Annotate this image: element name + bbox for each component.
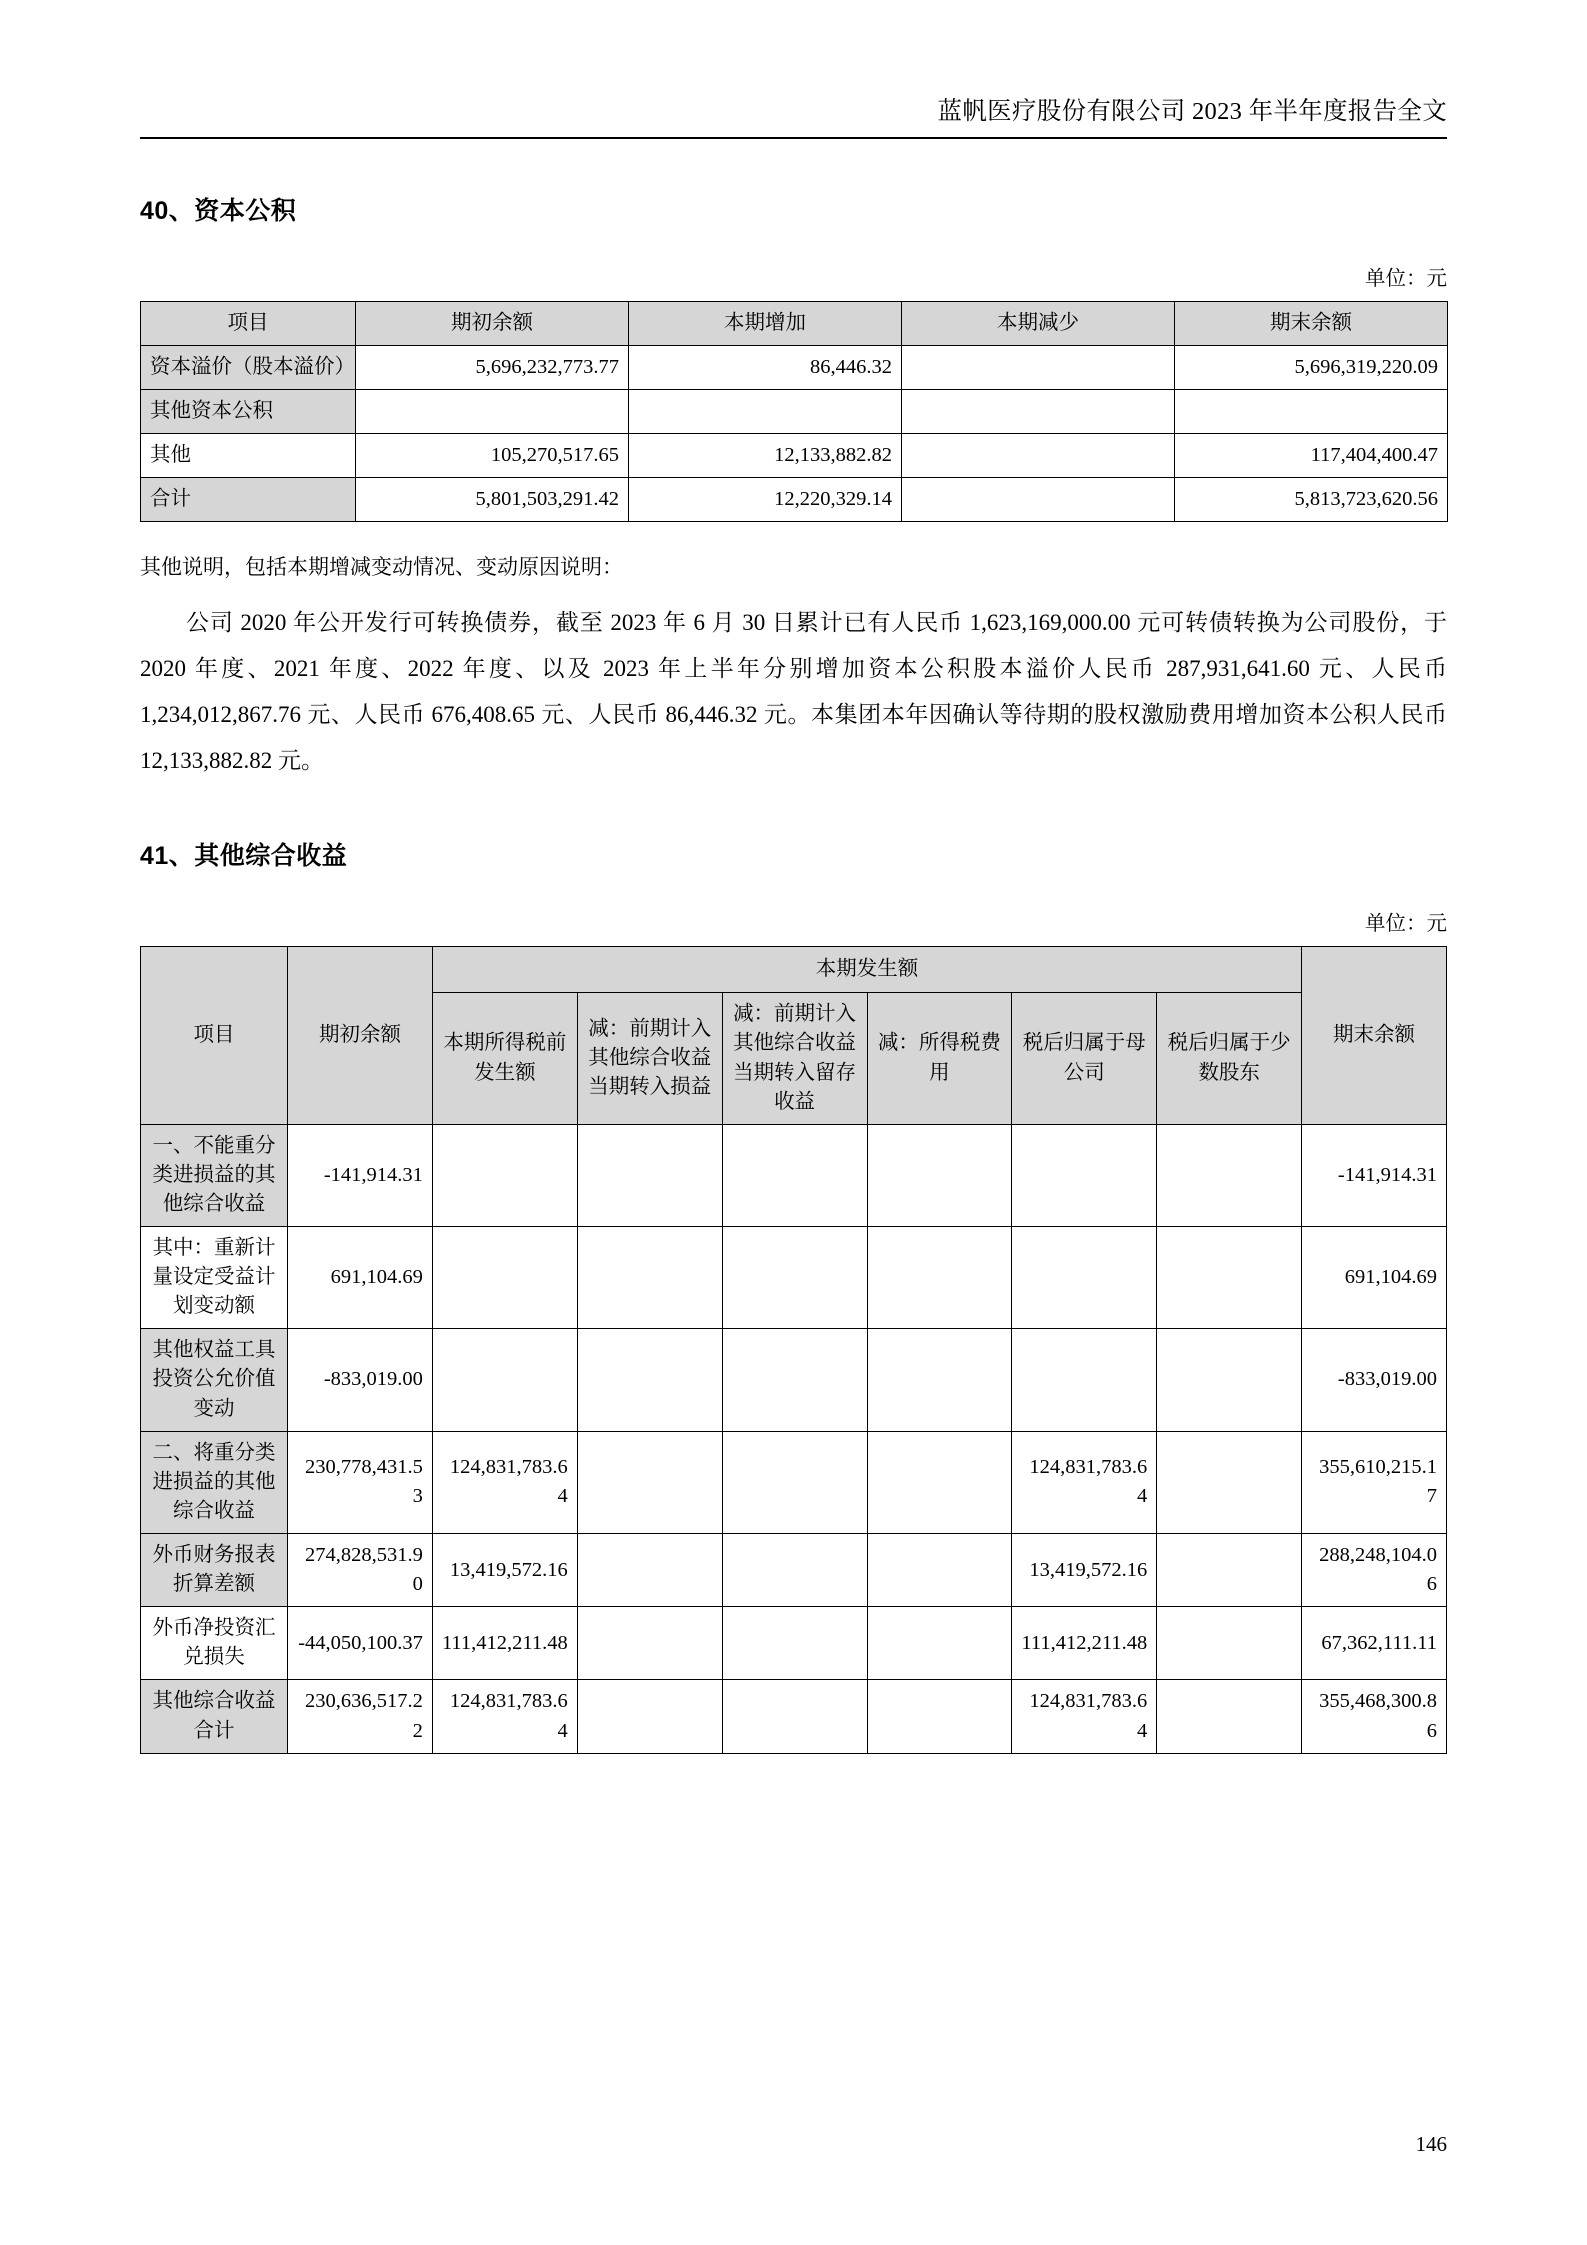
cell-income-tax-expense bbox=[867, 1680, 1012, 1753]
row-label: 其他 bbox=[141, 434, 356, 478]
row-label: 外币财务报表折算差额 bbox=[141, 1534, 288, 1607]
cell-begin-balance: -44,050,100.37 bbox=[288, 1607, 433, 1680]
cell-decrease bbox=[902, 390, 1175, 434]
cell-income-tax-expense bbox=[867, 1534, 1012, 1607]
row-label: 一、不能重分类进损益的其他综合收益 bbox=[141, 1124, 288, 1226]
table-row bbox=[141, 345, 1448, 389]
cell-begin-balance: 230,778,431.53 bbox=[288, 1431, 433, 1533]
cell-end-balance: -833,019.00 bbox=[1302, 1329, 1447, 1431]
cell-income-tax-expense bbox=[867, 1431, 1012, 1533]
cell-begin-balance: -833,019.00 bbox=[288, 1329, 433, 1431]
cell-attributable-to-minority bbox=[1157, 1680, 1302, 1753]
cell-end-balance: 691,104.69 bbox=[1302, 1227, 1447, 1329]
cell-end-balance: 288,248,104.06 bbox=[1302, 1534, 1447, 1607]
column-header-begin-balance: 期初余额 bbox=[356, 301, 629, 345]
cell-decrease bbox=[902, 478, 1175, 522]
row-label: 其他权益工具投资公允价值变动 bbox=[141, 1329, 288, 1431]
cell-end-balance bbox=[1175, 390, 1448, 434]
row-label: 外币净投资汇兑损失 bbox=[141, 1607, 288, 1680]
cell-transfer-to-profit-loss bbox=[577, 1227, 722, 1329]
column-header-attributable-to-minority: 税后归属于少数股东 bbox=[1157, 993, 1302, 1124]
cell-transfer-to-profit-loss bbox=[577, 1534, 722, 1607]
column-header-item: 项目 bbox=[141, 947, 288, 1124]
cell-pretax-amount bbox=[432, 1227, 577, 1329]
row-label: 合计 bbox=[141, 478, 356, 522]
cell-decrease bbox=[902, 345, 1175, 389]
cell-increase bbox=[629, 390, 902, 434]
cell-begin-balance: 230,636,517.22 bbox=[288, 1680, 433, 1753]
cell-begin-balance: 274,828,531.90 bbox=[288, 1534, 433, 1607]
column-header-end-balance: 期末余额 bbox=[1302, 947, 1447, 1124]
column-header-transfer-to-retained-earnings: 减：前期计入其他综合收益当期转入留存收益 bbox=[722, 993, 867, 1124]
cell-end-balance: 67,362,111.11 bbox=[1302, 1607, 1447, 1680]
column-header-decrease: 本期减少 bbox=[902, 301, 1175, 345]
cell-transfer-to-retained-earnings bbox=[722, 1227, 867, 1329]
cell-pretax-amount bbox=[432, 1124, 577, 1226]
cell-attributable-to-parent: 13,419,572.16 bbox=[1012, 1534, 1157, 1607]
column-header-income-tax-expense: 减：所得税费用 bbox=[867, 993, 1012, 1124]
page-content bbox=[0, 191, 1587, 1754]
cell-end-balance: 5,813,723,620.56 bbox=[1175, 478, 1448, 522]
column-header-pretax-amount: 本期所得税前发生额 bbox=[432, 993, 577, 1124]
cell-attributable-to-minority bbox=[1157, 1534, 1302, 1607]
cell-pretax-amount: 124,831,783.64 bbox=[432, 1680, 577, 1753]
column-group-header-current-period: 本期发生额 bbox=[432, 947, 1301, 993]
table-row bbox=[141, 1124, 1447, 1226]
section-40-unit: 单位：元 bbox=[1365, 267, 1447, 290]
cell-attributable-to-parent: 124,831,783.64 bbox=[1012, 1680, 1157, 1753]
cell-attributable-to-parent bbox=[1012, 1329, 1157, 1431]
cell-increase: 86,446.32 bbox=[629, 345, 902, 389]
table-row bbox=[141, 1534, 1447, 1607]
column-header-transfer-to-profit-loss: 减：前期计入其他综合收益当期转入损益 bbox=[577, 993, 722, 1124]
cell-transfer-to-profit-loss bbox=[577, 1431, 722, 1533]
cell-transfer-to-profit-loss bbox=[577, 1124, 722, 1226]
capital-reserve-table bbox=[140, 301, 1448, 523]
cell-pretax-amount: 13,419,572.16 bbox=[432, 1534, 577, 1607]
other-comprehensive-income-table bbox=[140, 946, 1447, 1753]
cell-income-tax-expense bbox=[867, 1607, 1012, 1680]
row-label: 二、将重分类进损益的其他综合收益 bbox=[141, 1431, 288, 1533]
table-row bbox=[141, 1607, 1447, 1680]
cell-begin-balance: -141,914.31 bbox=[288, 1124, 433, 1226]
section-40-title: 40、资本公积 bbox=[140, 196, 297, 225]
cell-end-balance: -141,914.31 bbox=[1302, 1124, 1447, 1226]
cell-end-balance: 355,468,300.86 bbox=[1302, 1680, 1447, 1753]
cell-end-balance: 117,404,400.47 bbox=[1175, 434, 1448, 478]
table-row bbox=[141, 1680, 1447, 1753]
cell-attributable-to-parent: 111,412,211.48 bbox=[1012, 1607, 1157, 1680]
table-row bbox=[141, 390, 1448, 434]
column-header-increase: 本期增加 bbox=[629, 301, 902, 345]
row-label: 其他综合收益合计 bbox=[141, 1680, 288, 1753]
cell-attributable-to-minority bbox=[1157, 1329, 1302, 1431]
section-40-note-paragraph: 公司 2020 年公开发行可转换债券，截至 2023 年 6 月 30 日累计已有人民币 1,623,169,000.00 元可转债转换为公司股份，于 2020 年度、2021 年度、2022 年度、以及 2023 年上半年分别增加资本公积股本溢价人民币 287,931,641.60 元、人民币 1,234,012,867.76 元、人民币 676,408.65 元、人民币 86,446.32 元。本集团本年因确认等待期的股权激励费用增加资本公积人民币 12,133,882.82 元。 bbox=[140, 610, 1447, 774]
cell-begin-balance: 5,696,232,773.77 bbox=[356, 345, 629, 389]
cell-income-tax-expense bbox=[867, 1124, 1012, 1226]
running-header bbox=[0, 0, 1587, 128]
cell-transfer-to-retained-earnings bbox=[722, 1534, 867, 1607]
column-header-end-balance: 期末余额 bbox=[1175, 301, 1448, 345]
cell-transfer-to-retained-earnings bbox=[722, 1680, 867, 1753]
section-40-note-label: 其他说明，包括本期增减变动情况、变动原因说明： bbox=[140, 555, 623, 580]
cell-attributable-to-parent bbox=[1012, 1227, 1157, 1329]
cell-increase: 12,133,882.82 bbox=[629, 434, 902, 478]
table-row bbox=[141, 478, 1448, 522]
cell-attributable-to-minority bbox=[1157, 1607, 1302, 1680]
cell-begin-balance bbox=[356, 390, 629, 434]
section-41-unit: 单位：元 bbox=[1365, 913, 1447, 936]
table-row bbox=[141, 1431, 1447, 1533]
cell-begin-balance: 105,270,517.65 bbox=[356, 434, 629, 478]
cell-transfer-to-profit-loss bbox=[577, 1680, 722, 1753]
cell-pretax-amount: 124,831,783.64 bbox=[432, 1431, 577, 1533]
cell-end-balance: 5,696,319,220.09 bbox=[1175, 345, 1448, 389]
cell-begin-balance: 5,801,503,291.42 bbox=[356, 478, 629, 522]
table-row bbox=[141, 1329, 1447, 1431]
row-label: 其他资本公积 bbox=[141, 390, 356, 434]
cell-pretax-amount: 111,412,211.48 bbox=[432, 1607, 577, 1680]
table-header-row-top bbox=[141, 947, 1447, 993]
cell-attributable-to-parent: 124,831,783.64 bbox=[1012, 1431, 1157, 1533]
cell-transfer-to-retained-earnings bbox=[722, 1431, 867, 1533]
row-label: 其中：重新计量设定受益计划变动额 bbox=[141, 1227, 288, 1329]
cell-attributable-to-parent bbox=[1012, 1124, 1157, 1226]
cell-income-tax-expense bbox=[867, 1227, 1012, 1329]
cell-transfer-to-retained-earnings bbox=[722, 1124, 867, 1226]
cell-increase: 12,220,329.14 bbox=[629, 478, 902, 522]
running-header-title: 蓝帆医疗股份有限公司 2023 年半年度报告全文 bbox=[937, 98, 1447, 125]
cell-transfer-to-profit-loss bbox=[577, 1607, 722, 1680]
column-header-item: 项目 bbox=[141, 301, 356, 345]
column-header-begin-balance: 期初余额 bbox=[288, 947, 433, 1124]
cell-attributable-to-minority bbox=[1157, 1124, 1302, 1226]
table-row bbox=[141, 1227, 1447, 1329]
cell-income-tax-expense bbox=[867, 1329, 1012, 1431]
table-header-row bbox=[141, 301, 1448, 345]
cell-pretax-amount bbox=[432, 1329, 577, 1431]
cell-end-balance: 355,610,215.17 bbox=[1302, 1431, 1447, 1533]
row-label: 资本溢价（股本溢价） bbox=[141, 345, 356, 389]
cell-transfer-to-retained-earnings bbox=[722, 1607, 867, 1680]
cell-attributable-to-minority bbox=[1157, 1431, 1302, 1533]
header-divider bbox=[140, 137, 1447, 139]
column-header-attributable-to-parent: 税后归属于母公司 bbox=[1012, 993, 1157, 1124]
cell-decrease bbox=[902, 434, 1175, 478]
table-row bbox=[141, 434, 1448, 478]
section-41-title: 41、其他综合收益 bbox=[140, 842, 348, 871]
page-number: 146 bbox=[1415, 2132, 1447, 2156]
cell-transfer-to-retained-earnings bbox=[722, 1329, 867, 1431]
cell-attributable-to-minority bbox=[1157, 1227, 1302, 1329]
cell-begin-balance: 691,104.69 bbox=[288, 1227, 433, 1329]
cell-transfer-to-profit-loss bbox=[577, 1329, 722, 1431]
